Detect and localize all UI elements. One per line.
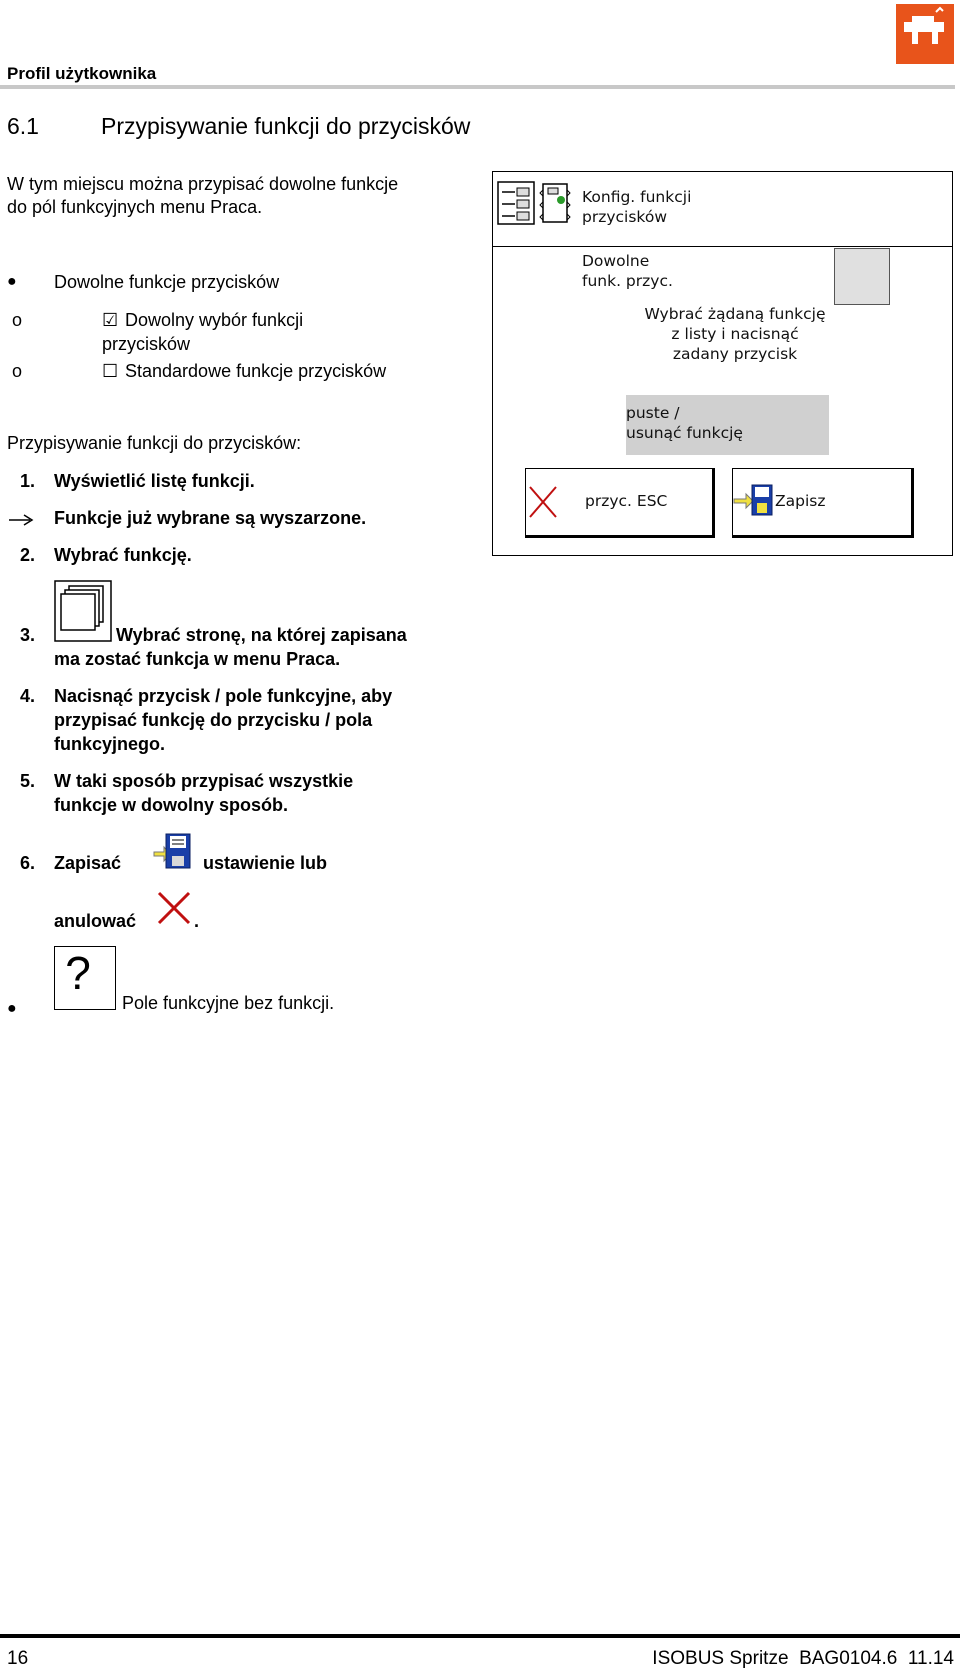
step-2-number: 2. <box>20 545 36 565</box>
intro-line-1: W tym miejscu można przypisać dowolne funkcje <box>7 174 399 194</box>
step-6-setting-text: ustawienie lub <box>203 853 328 873</box>
field-label-line-1: Dowolne <box>582 252 650 270</box>
step-6-save-word: Zapisać <box>54 853 122 873</box>
result-text: Funkcje już wybrane są wyszarzone. <box>54 508 367 528</box>
field-label-line-2: funk. przyc. <box>582 272 673 290</box>
save-disk-icon <box>152 832 192 877</box>
step-5-line-2: funkcje w dowolny sposób. <box>54 795 289 815</box>
page-number: 16 <box>7 1648 29 1669</box>
step-3-line-2: ma zostać funkcja w menu Praca. <box>54 649 341 669</box>
result-arrow-icon <box>8 513 34 532</box>
page-title: Przypisywanie funkcji do przycisków <box>101 113 471 139</box>
question-mark: ? <box>65 947 91 999</box>
esc-label: przyc. ESC <box>585 492 668 510</box>
step-4-line-3: funkcyjnego. <box>54 734 166 754</box>
softkey-cancel-x-icon <box>528 485 558 524</box>
option-free-line-2: przycisków <box>102 334 191 354</box>
sub-marker-2: o <box>12 361 23 381</box>
screen-title-line-1: Konfig. funkcji <box>582 188 692 206</box>
steps-heading: Przypisywanie funkcji do przycisków: <box>7 433 302 453</box>
step-2-text: Wybrać funkcję. <box>54 545 192 565</box>
bullet-icon: ● <box>7 273 17 290</box>
terminal-screen <box>492 171 953 556</box>
save-label: Zapisz <box>775 492 826 510</box>
screen-title-bar <box>493 172 952 247</box>
intro-line-2: do pól funkcyjnych menu Praca. <box>7 197 263 217</box>
step-1-number: 1. <box>20 471 36 491</box>
amazone-logo <box>896 4 954 64</box>
note-bullet-icon: ● <box>7 1000 17 1017</box>
softkey-save-icon <box>733 483 775 522</box>
save-softkey[interactable] <box>732 468 914 538</box>
hint-line-1: Wybrać żądaną funkcję <box>644 305 826 323</box>
section-header: Profil użytkownika <box>7 64 157 83</box>
step-4-number: 4. <box>20 686 36 706</box>
document-id: ISOBUS Spritze BAG0104.6 11.14 <box>652 1648 954 1669</box>
empty-box-icon: ☐ <box>102 361 119 381</box>
list-config-icon <box>497 180 537 231</box>
empty-field-icon <box>54 946 116 1010</box>
header-rule <box>0 85 955 89</box>
option-free-line-1: Dowolny wybór funkcji <box>125 310 304 330</box>
cancel-softkey[interactable] <box>525 468 715 538</box>
footer-rule <box>0 1634 960 1638</box>
option-bullet: Dowolne funkcje przycisków <box>54 272 280 292</box>
clear-function-button[interactable] <box>626 395 829 455</box>
sub-marker-1: o <box>12 310 23 330</box>
step-5-line-1: W taki sposób przypisać wszystkie <box>54 771 354 791</box>
step-1-text: Wyświetlić listę funkcji. <box>54 471 255 491</box>
cancel-x-icon <box>156 890 192 931</box>
sprayer-config-icon <box>539 180 575 231</box>
step-6-cancel-word: anulować <box>54 911 137 931</box>
hint-line-3: zadany przycisk <box>672 345 798 363</box>
hint-line-2: z listy i nacisnąć <box>671 325 799 343</box>
step-4-line-1: Nacisnąć przycisk / pole funkcyjne, aby <box>54 686 393 706</box>
step-3-number: 3. <box>20 625 36 645</box>
function-field-slot[interactable] <box>834 248 890 305</box>
section-number: 6.1 <box>7 113 39 139</box>
step-3-line-1: Wybrać stronę, na której zapisana <box>116 625 407 645</box>
step-5-number: 5. <box>20 771 36 791</box>
clear-line-1: puste / <box>626 404 680 422</box>
clear-line-2: usunąć funkcję <box>626 424 743 442</box>
step-6-number: 6. <box>20 853 36 873</box>
page-select-icon <box>54 580 112 647</box>
screen-title-line-2: przycisków <box>582 208 668 226</box>
checked-box-icon: ☑ <box>102 310 119 330</box>
note-text: Pole funkcyjne bez funkcji. <box>122 993 335 1013</box>
step-6-period: . <box>194 911 200 931</box>
step-4-line-2: przypisać funkcję do przycisku / pola <box>54 710 373 730</box>
option-standard: Standardowe funkcje przycisków <box>125 361 387 381</box>
